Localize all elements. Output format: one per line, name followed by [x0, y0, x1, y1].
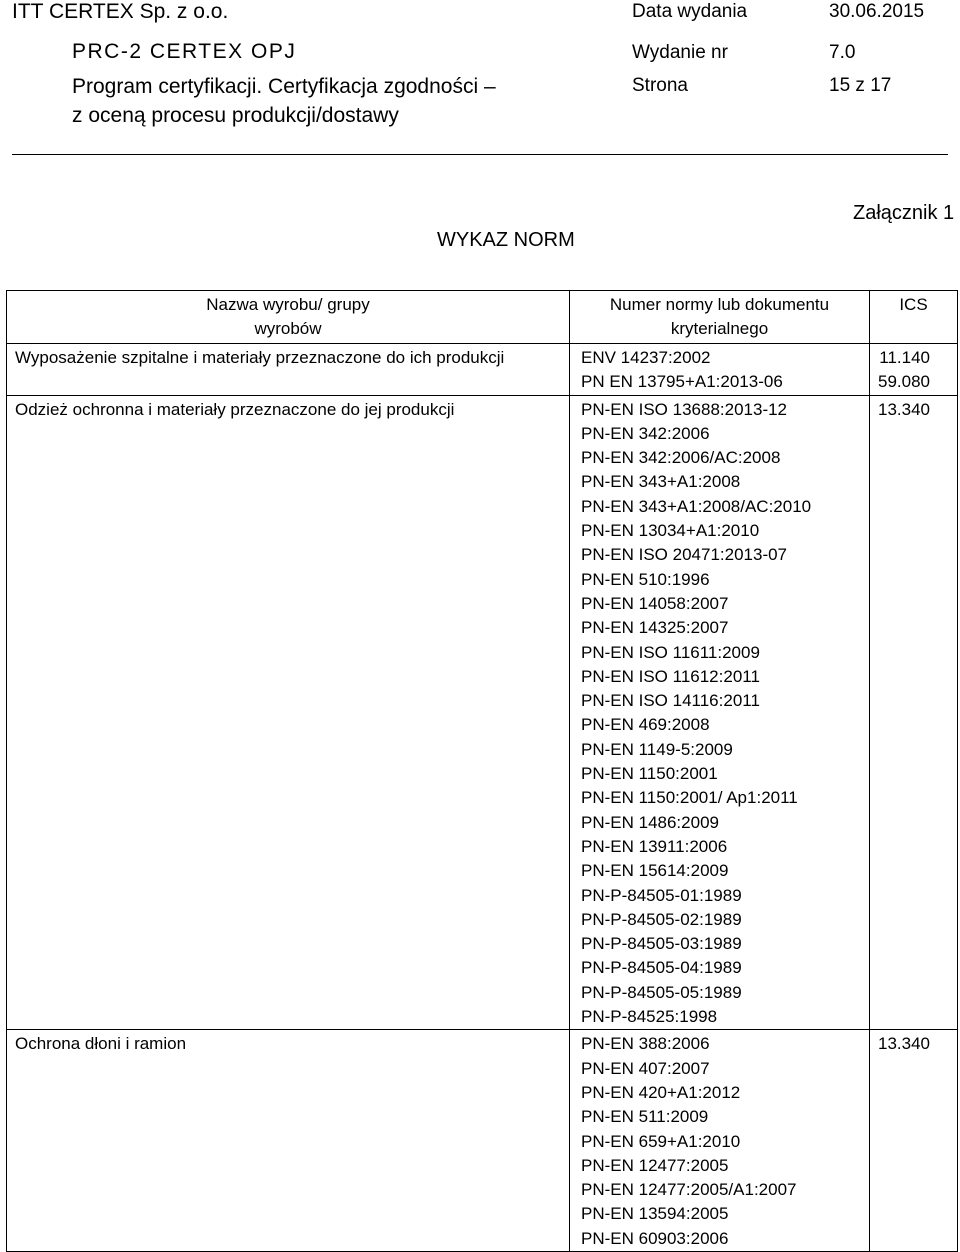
- norm-item: PN-EN 420+A1:2012: [581, 1082, 741, 1102]
- annex-label: Załącznik 1: [853, 202, 955, 224]
- document-code: PRC-2 CERTEX OPJ: [72, 40, 297, 63]
- norm-item: PN-P-84505-02:1989: [581, 909, 742, 929]
- norm-item: PN-EN 13034+A1:2010: [581, 521, 760, 541]
- table-row: [7, 1030, 958, 1252]
- norm-item: PN-EN 407:2007: [581, 1058, 710, 1078]
- ics-code: 59.080: [878, 372, 930, 392]
- page-label: Strona: [632, 75, 688, 96]
- issue-date-value: 30.06.2015: [829, 1, 925, 22]
- company-name: ITT CERTEX Sp. z o.o.: [12, 0, 229, 23]
- ics-cell: [870, 1030, 958, 1252]
- column-header-ics: [870, 291, 958, 344]
- norm-item: PN-EN 12477:2005/A1:2007: [581, 1180, 797, 1200]
- column-header-ics-label: ICS: [899, 295, 928, 314]
- norm-item: PN-EN 14325:2007: [581, 618, 729, 638]
- norm-item: PN-P-84505-04:1989: [581, 958, 742, 978]
- norm-item: PN-EN ISO 13688:2013-12: [581, 399, 788, 419]
- column-header-product-line2: wyrobów: [254, 319, 322, 339]
- column-header-norm-line1: Numer normy lub dokumentu: [609, 295, 830, 314]
- norm-item: PN-EN 511:2009: [581, 1107, 709, 1127]
- ics-code: 13.340: [878, 1034, 930, 1054]
- page-value: 15 z 17: [829, 75, 892, 96]
- norm-item: PN-EN 343+A1:2008: [581, 472, 741, 492]
- norm-item: PN-EN 659+A1:2010: [581, 1131, 741, 1151]
- norms-table: [6, 290, 958, 1252]
- ics-code: 11.140: [879, 348, 930, 367]
- issue-date-label: Data wydania: [632, 1, 748, 22]
- norm-item: PN-EN 510:1996: [581, 569, 710, 589]
- table-row: [7, 344, 958, 396]
- norms-cell: [570, 1030, 870, 1252]
- norm-item: PN-P-84505-05:1989: [581, 982, 742, 1002]
- norm-item: PN-EN 1486:2009: [581, 812, 719, 832]
- ics-code: 13.340: [878, 399, 930, 419]
- ics-cell: [870, 344, 958, 396]
- norm-item: PN-EN 13911:2006: [581, 836, 728, 856]
- norm-item: PN EN 13795+A1:2013-06: [581, 372, 783, 392]
- product-name: Wyposażenie szpitalne i materiały przeznaczone do ich produkcji: [15, 348, 505, 367]
- product-name: Ochrona dłoni i ramion: [15, 1034, 187, 1054]
- column-header-norm: [570, 291, 870, 344]
- norm-item: ENV 14237:2002: [581, 348, 711, 367]
- table-row: [7, 395, 958, 1030]
- norm-item: PN-EN 469:2008: [581, 715, 710, 735]
- norms-cell: [570, 344, 870, 396]
- table-body: [7, 344, 958, 1252]
- header-divider: [12, 154, 948, 155]
- norm-item: PN-EN 13594:2005: [581, 1204, 729, 1224]
- column-header-norm-line2: kryterialnego: [670, 319, 769, 339]
- norm-item: PN-EN 15614:2009: [581, 861, 729, 881]
- column-header-product: [7, 291, 570, 344]
- program-title-line2: z oceną procesu produkcji/dostawy: [72, 104, 399, 127]
- norm-item: PN-EN 1150:2001/ Ap1:2011: [581, 788, 798, 808]
- norm-item: PN-EN 388:2006: [581, 1034, 710, 1054]
- product-name-cell: [7, 344, 570, 396]
- norm-item: PN-EN 343+A1:2008/AC:2010: [581, 496, 812, 516]
- norm-item: PN-EN 1150:2001: [581, 764, 718, 784]
- norm-item: PN-EN ISO 11612:2011: [581, 666, 760, 686]
- norm-item: PN-P-84525:1998: [581, 1007, 718, 1027]
- ics-cell: [870, 395, 958, 1030]
- norm-item: PN-EN 12477:2005: [581, 1155, 729, 1175]
- table-header-row: [7, 291, 958, 344]
- norm-item: PN-EN 342:2006: [581, 423, 710, 443]
- edition-label: Wydanie nr: [632, 42, 728, 63]
- norm-item: PN-EN ISO 14116:2011: [581, 691, 760, 711]
- norm-item: PN-EN ISO 20471:2013-07: [581, 545, 788, 565]
- column-header-product-line1: Nazwa wyrobu/ grupy: [206, 295, 370, 314]
- program-title-line1: Program certyfikacji. Certyfikacja zgodności –: [72, 75, 496, 98]
- product-name-cell: [7, 1030, 570, 1252]
- norm-item: PN-P-84505-01:1989: [581, 885, 742, 905]
- page-title: WYKAZ NORM: [437, 229, 575, 251]
- edition-value: 7.0: [829, 42, 856, 63]
- norm-item: PN-P-84505-03:1989: [581, 934, 742, 954]
- norm-item: PN-EN 60903:2006: [581, 1228, 729, 1248]
- product-name-cell: [7, 395, 570, 1030]
- norms-cell: [570, 395, 870, 1030]
- norm-item: PN-EN 1149-5:2009: [581, 739, 733, 759]
- norm-item: PN-EN 342:2006/AC:2008: [581, 448, 781, 468]
- norm-item: PN-EN 14058:2007: [581, 593, 729, 613]
- norm-item: PN-EN ISO 11611:2009: [581, 642, 760, 662]
- product-name: Odzież ochronna i materiały przeznaczone do jej produkcji: [15, 399, 455, 419]
